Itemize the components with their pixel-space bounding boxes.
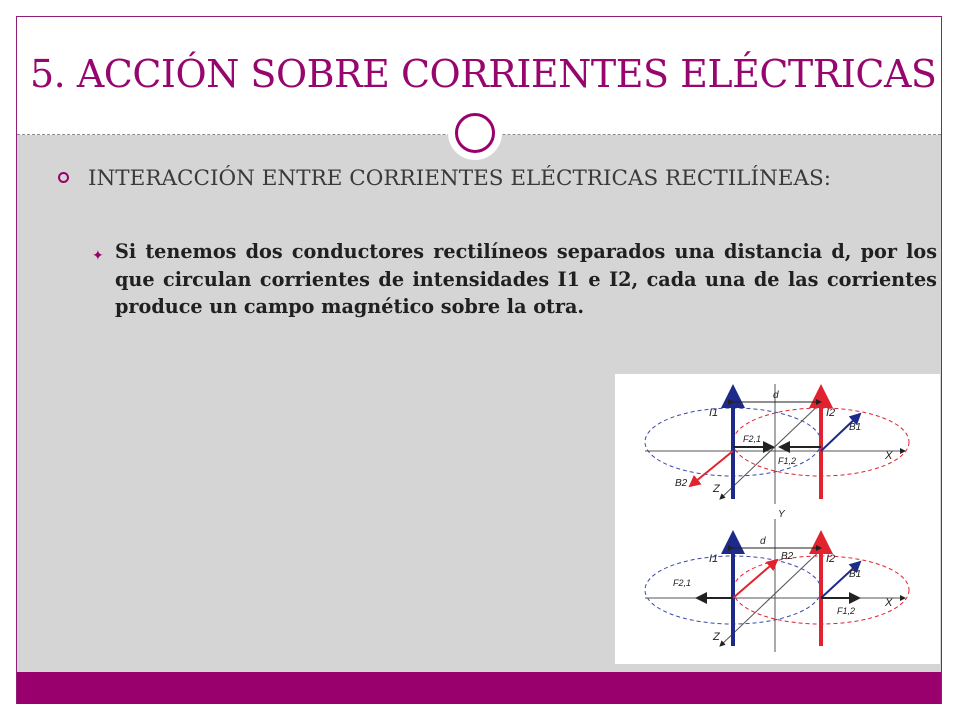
label-b2-bottom: B2 — [781, 551, 794, 562]
parallel-currents-figure — [615, 374, 940, 664]
footer-bar — [17, 672, 941, 704]
label-f21-bottom: F2,1 — [673, 578, 692, 588]
cross-bullet-icon: ✦ — [92, 248, 104, 264]
circle-bullet-icon — [58, 172, 69, 183]
label-i2-top: I2 — [826, 407, 836, 419]
label-x-bottom: X — [885, 597, 893, 609]
slide-title: 5. ACCIÓN SOBRE CORRIENTES ELÉCTRICAS — [30, 52, 937, 96]
bottom-diagram — [645, 509, 909, 652]
label-i2-bottom: I2 — [826, 553, 836, 565]
body-paragraph: Si tenemos dos conductores rectilíneos separados una distancia d, por los que circulan corrientes de intensidades I1 e I2, cada una de las corrientes produce un campo magnético sobre la otra. — [115, 240, 937, 318]
ring-ornament-icon — [448, 106, 502, 160]
label-x-top: X — [885, 450, 893, 462]
label-i1-bottom: I1 — [709, 553, 719, 565]
label-z-top: Z — [713, 483, 720, 495]
label-b1-top: B1 — [849, 422, 862, 433]
label-b1-bottom: B1 — [849, 569, 862, 580]
label-d-bottom: d — [760, 536, 766, 547]
parallel-currents-diagram — [615, 374, 940, 664]
label-f21-top: F2,1 — [743, 434, 762, 444]
label-z-bottom: Z — [713, 631, 720, 643]
section-heading: INTERACCIÓN ENTRE CORRIENTES ELÉCTRICAS RECTILÍNEAS: — [88, 166, 831, 191]
label-d-top: d — [773, 390, 779, 401]
label-i1-top: I1 — [709, 407, 719, 419]
label-b2-top: B2 — [675, 478, 688, 489]
label-y-bottom: Y — [778, 509, 785, 520]
top-diagram — [645, 384, 909, 504]
label-f12-bottom: F1,2 — [837, 606, 856, 616]
label-f12-top: F1,2 — [778, 456, 797, 466]
